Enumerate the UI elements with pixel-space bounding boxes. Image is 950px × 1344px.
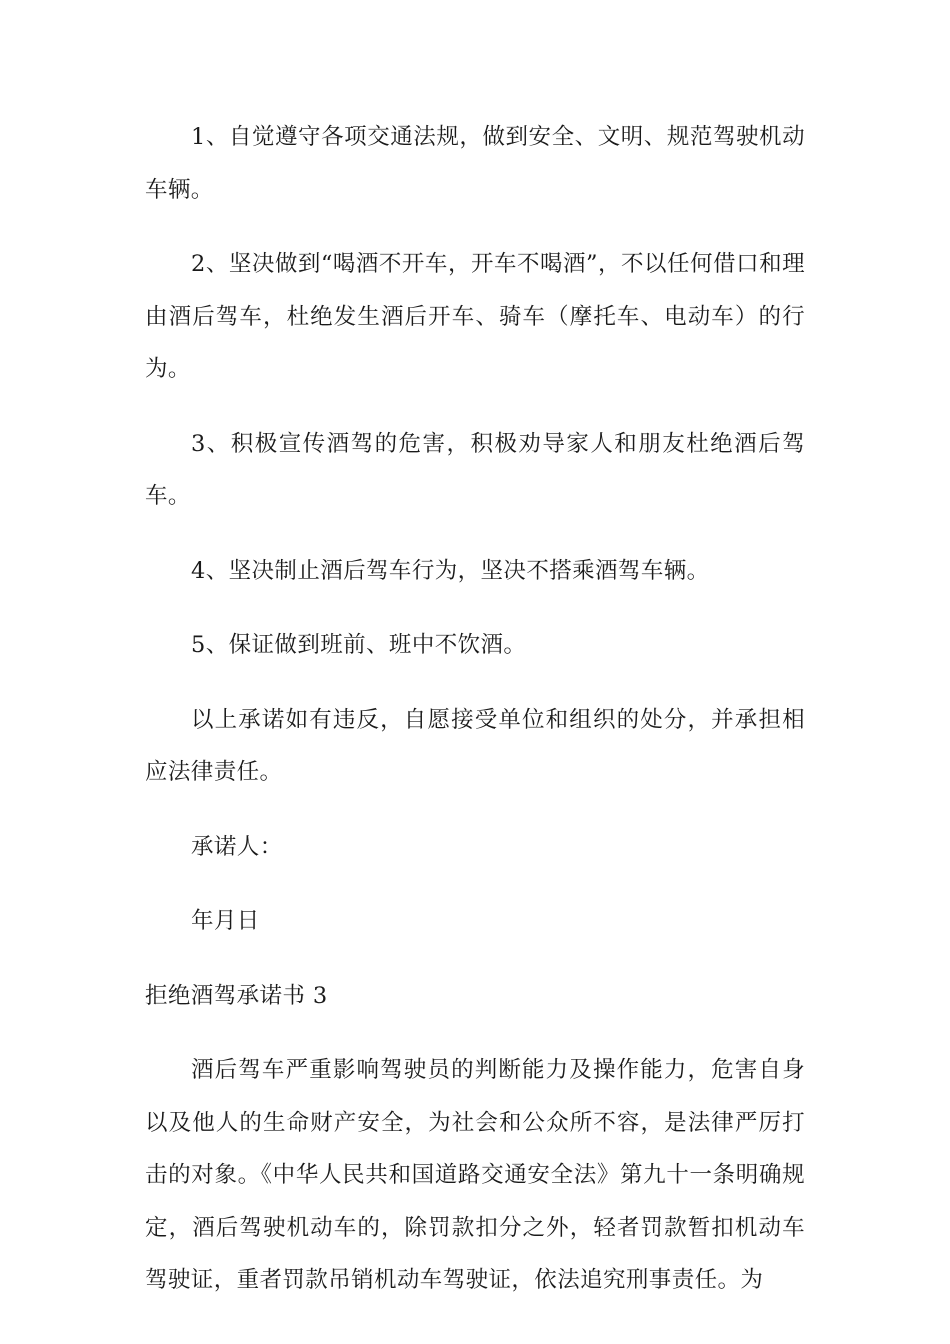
document-body: [145, 111, 805, 1307]
section-intro-paragraph: 酒后驾车严重影响驾驶员的判断能力及操作能力，危害自身以及他人的生命财产安全，为社会和公众所不容，是法律严厉打击的对象。《中华人民共和国道路交通安全法》第九十一条明确规定，酒后驾驶机动车的，除罚款扣分之外，轻者罚款暂扣机动车驾驶证，重者罚款吊销机动车驾驶证，依法追究刑事责任。为: [145, 1057, 805, 1293]
pledge-item-3: 3、积极宣传酒驾的危害，积极劝导家人和朋友杜绝酒后驾车。: [145, 430, 805, 509]
pledge-item-4: 4、坚决制止酒后驾车行为，坚决不搭乘酒驾车辆。: [191, 557, 710, 584]
section-title: 拒绝酒驾承诺书 3: [145, 982, 328, 1009]
pledge-consequence: 以上承诺如有违反，自愿接受单位和组织的处分，并承担相应法律责任。: [145, 706, 805, 785]
pledge-item-2: 2、坚决做到“喝酒不开车，开车不喝酒”，不以任何借口和理由酒后驾车，杜绝发生酒后开车、骑车（摩托车、电动车）的行为。: [145, 251, 805, 382]
pledge-item-1: 1、自觉遵守各项交通法规，做到安全、文明、规范驾驶机动车辆。: [145, 124, 805, 203]
pledger-label: 承诺人：: [191, 833, 283, 860]
date-label: 年月日: [191, 908, 260, 934]
pledge-item-5: 5、保证做到班前、班中不饮酒。: [191, 632, 527, 658]
